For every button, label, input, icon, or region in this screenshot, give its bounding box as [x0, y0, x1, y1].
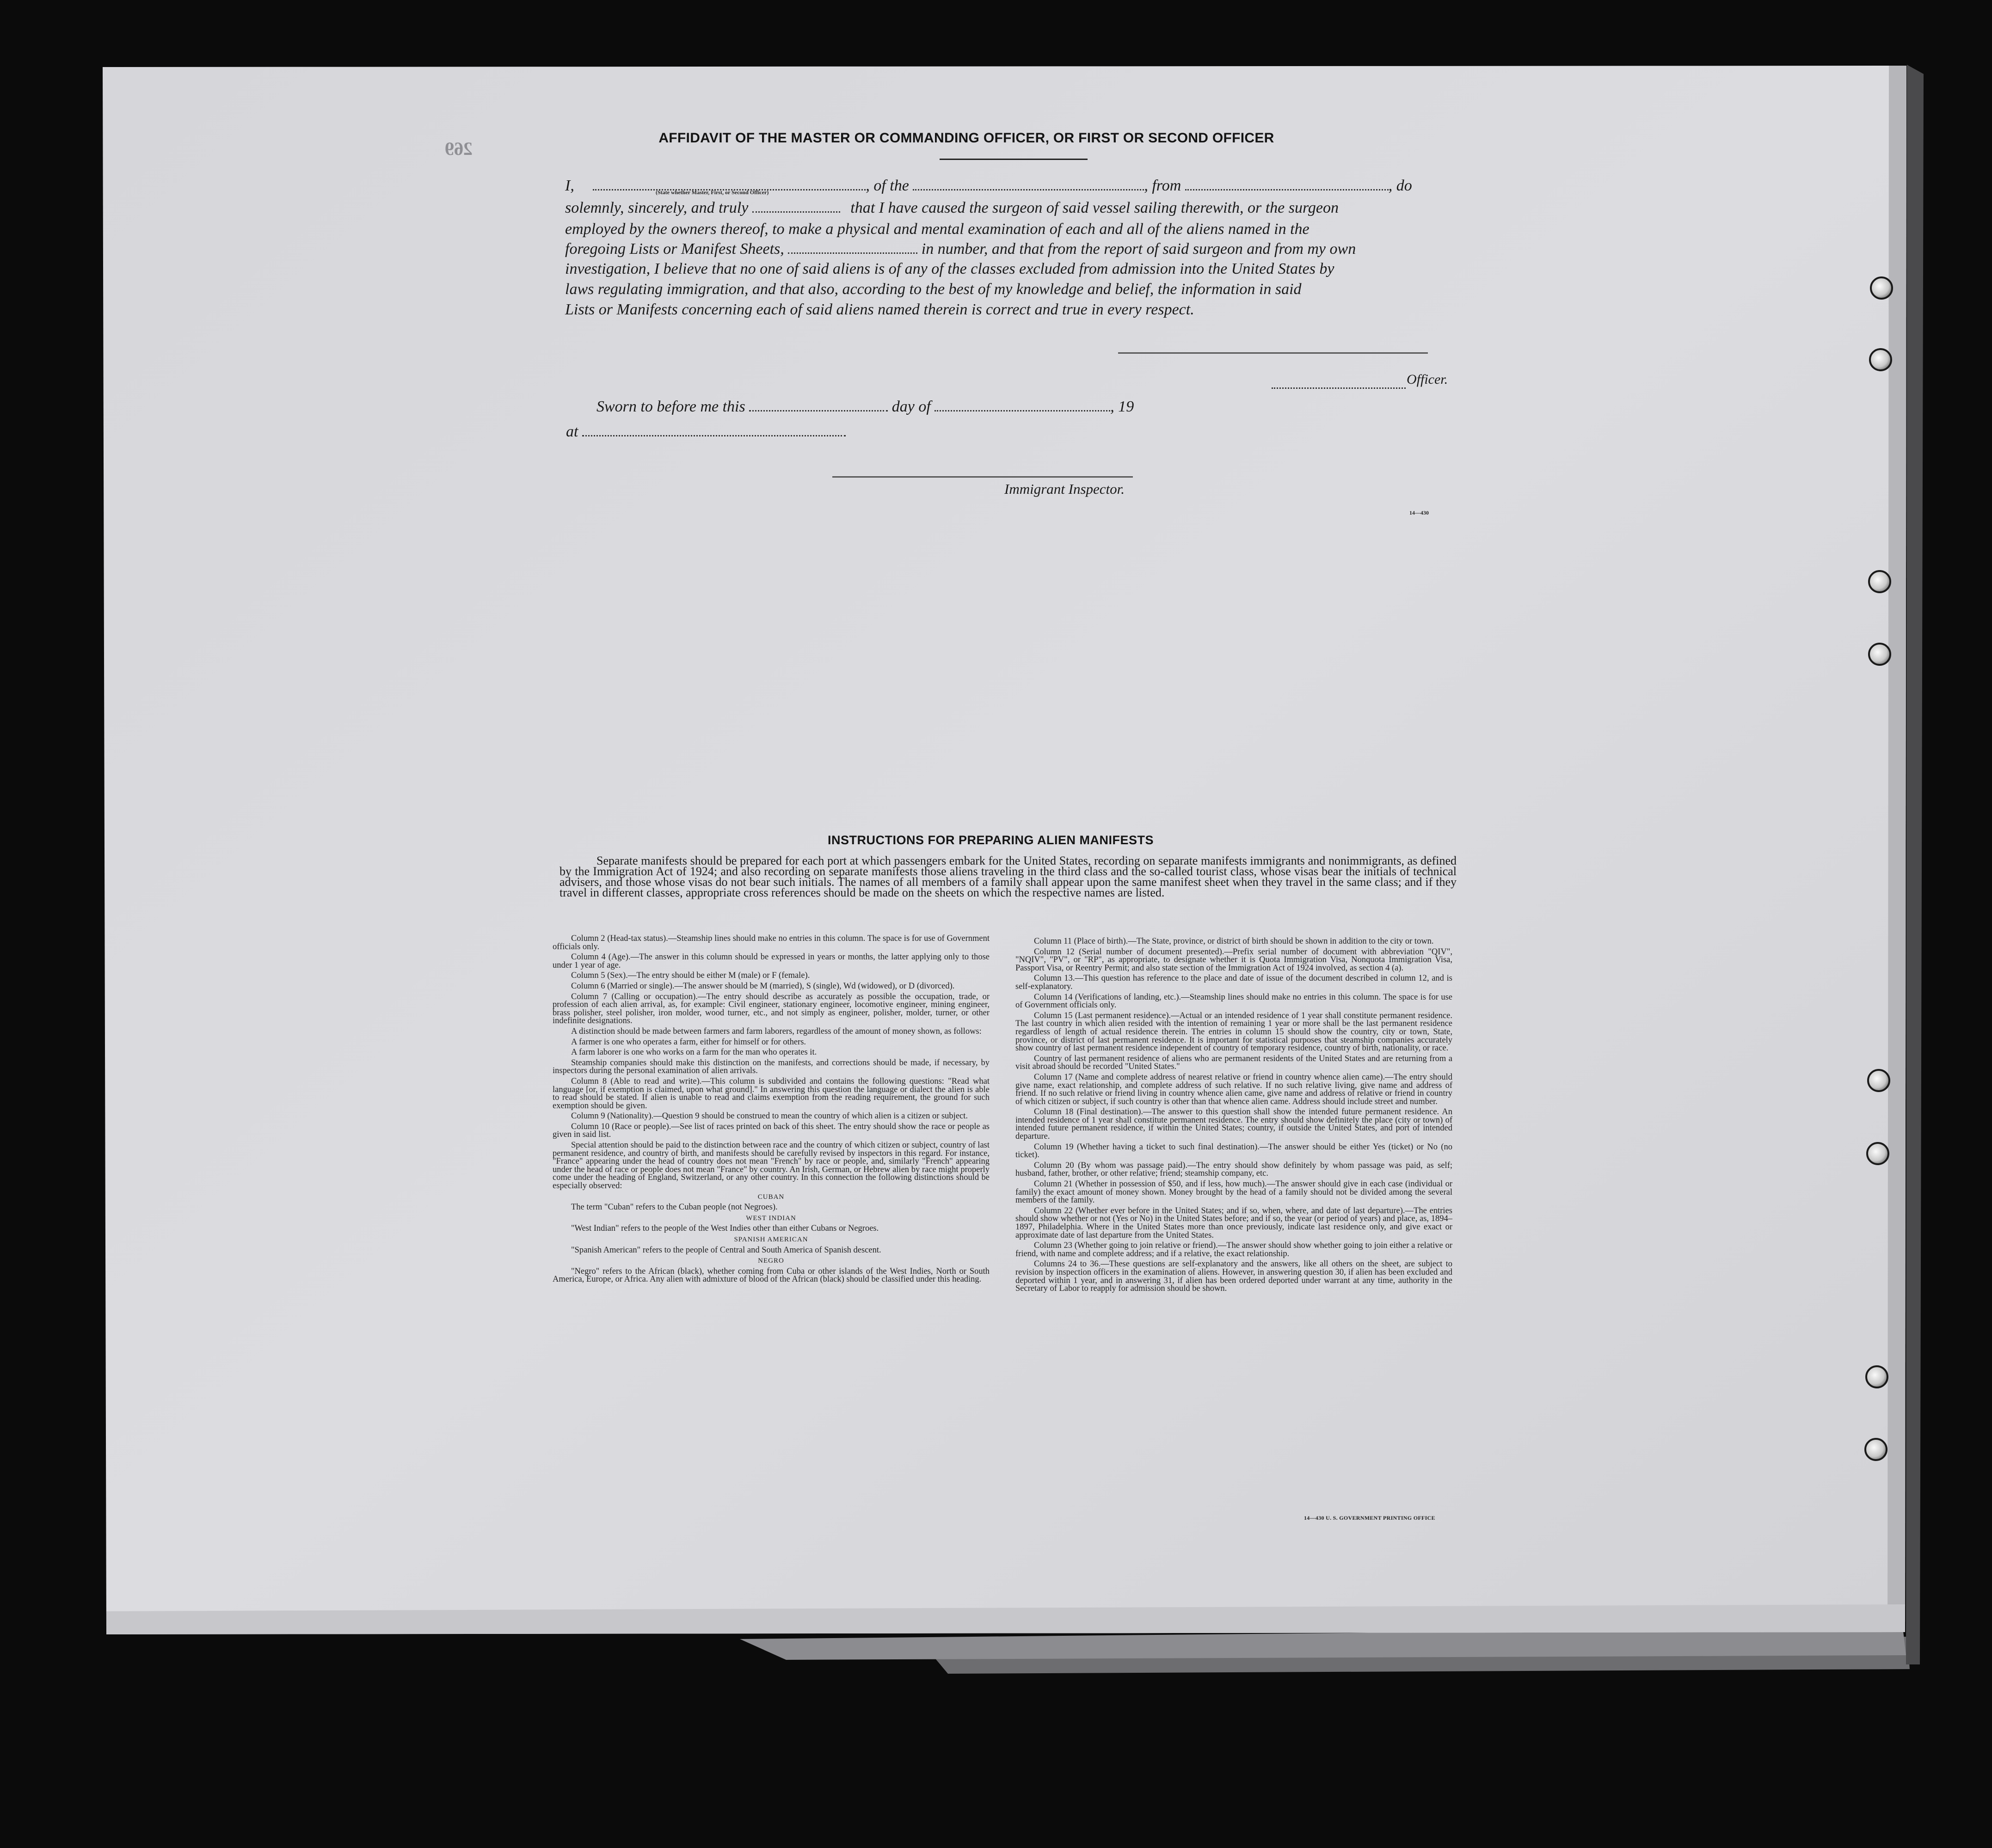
- punch-hole: [1866, 1142, 1889, 1165]
- race-definition: The term "Cuban" refers to the Cuban people (not Negroes).: [571, 1203, 778, 1212]
- affidavit-text: , from: [1144, 177, 1181, 194]
- instructions-intro: Separate manifests should be prepared for each port at which passengers embark for the United States, recording on separate manifests immigrants and nonimmigrants, as defined by the Immigration Act of 1924; and also recording on separate manifests those aliens traveling in the third class and the so-called tourist class, whose visas bear the initials of technical advisers, and those whose visas do not bear such initials. The names of all members of a family shall appear upon the same manifest sheet when they travel in the same class; and if they travel in different classes, appropriate cross references should be made on the sheets on which the respective names are listed.: [559, 854, 1457, 899]
- instruction-paragraph: A farm laborer is one who works on a farm for the man who operates it.: [571, 1048, 817, 1057]
- race-heading: NEGRO: [758, 1257, 784, 1265]
- form-number: 14—430: [1409, 510, 1429, 516]
- race-definition: "Negro" refers to the African (black), whether coming from Cuba or other islands of the West Indies, North or South America, Europe, or Africa. Any alien with admixture of blood of the African (black) should be classified under this heading.: [553, 1266, 990, 1284]
- affidavit-line-3: [565, 219, 1457, 239]
- blank-day: [749, 401, 888, 411]
- punch-hole: [1865, 1365, 1888, 1388]
- punch-hole: [1870, 276, 1893, 300]
- blank-port: [1185, 180, 1389, 190]
- affidavit-line-2: [565, 198, 1457, 218]
- affidavit-text: , of the: [866, 177, 909, 194]
- punch-hole: [1869, 348, 1892, 371]
- race-heading: SPANISH AMERICAN: [734, 1236, 808, 1243]
- instruction-paragraph: Column 19 (Whether having a ticket to such final destination).—The answer should be either Yes (ticket) or No (no ticket).: [1015, 1142, 1452, 1160]
- instruction-paragraph: Column 15 (Last permanent residence).—Actual or an intended residence of 1 year shall constitute permanent residence. The last country in which alien resided with the intention of remaining 1 year or more shall be the last permanent residence regardless of length of actual residence therein. The entries in column 15 should show the country, city or town, State, province, or district of last permanent residence. It is important for statistical purposes that steamship companies accurately show country of last permanent residence independent of country of temporary residence, country of birth, nationality, or race.: [1015, 1011, 1452, 1053]
- instruction-paragraph: Column 12 (Serial number of document presented).—Prefix serial number of document with abbreviation "QIV", "NQIV", "PV", or "RP", as appropriate, to designate whether it is Quota Immigration Visa, Nonquota Immigration Visa, Passport Visa, or Reentry Permit; and also state section of the Immigration Act of 1924 involved, as section 4 (a).: [1015, 947, 1452, 973]
- punch-hole: [1868, 643, 1891, 666]
- race-heading: CUBAN: [757, 1193, 785, 1201]
- at-line: [566, 422, 862, 442]
- race-definition: "West Indian" refers to the people of the West Indies other than either Cubans or Negroes.: [571, 1224, 879, 1234]
- instruction-paragraph: Column 22 (Whether ever before in the United States; and if so, when, where, and date of last departure).—The entries should show whether or not (Yes or No) in the United States before; and if so, the year (or period of years) and place, as, 1894–1897, Philadelphia. Where in the United States more than once previously, indicate last residence only, and give exact or approximate date of last departure from the United States.: [1015, 1206, 1452, 1240]
- blank-oath-type: [752, 202, 840, 213]
- affidavit-text: investigation, I believe that no one of said aliens is of any of the classes excluded from admission into the United States by: [565, 260, 1334, 277]
- affidavit-text: Sworn to before me this: [596, 398, 745, 415]
- instruction-paragraph: Columns 24 to 36.—These questions are self-explanatory and the answers, like all others on the sheet, are subject to revision by inspection officers in the examination of aliens. However, in answering question 30, if alien has been excluded and deported within 1 year, and in answering 31, if alien has been ordered deported under warrant at any time, authority in the Secretary of Labor to reapply for admission should be shown.: [1015, 1259, 1452, 1294]
- instruction-paragraph: Special attention should be paid to the distinction between race and the country of which citizen or subject, country of last permanent residence, and country of birth, and manifests should be carefully revised by inspectors in this regard. For instance, "France" appearing under the head of country does not mean "French" by race or people, and, similarly "French" appearing under the head of race or people does not mean "France" by country. An Irish, German, or Hebrew alien by race might properly come under the heading of England, Switzerland, or any other country. In this connection the following distinctions should be especially observed:: [553, 1141, 990, 1191]
- affidavit-text: employed by the owners thereof, to make a physical and mental examination of each and all of the aliens named in the: [565, 221, 1310, 238]
- affidavit-text: at: [566, 423, 578, 440]
- affidavit-title-rule: [940, 159, 1088, 160]
- instruction-paragraph: Column 10 (Race or people).—See list of races printed on back of this sheet. The entry should show the race or people as given in said list.: [553, 1122, 990, 1140]
- blank-vessel: [913, 180, 1144, 190]
- instruction-paragraph: Column 6 (Married or single).—The answer should be M (married), S (single), Wd (widowed), or D (divorced).: [571, 981, 955, 991]
- printing-office-footer: 14—430 U. S. GOVERNMENT PRINTING OFFICE: [1304, 1515, 1435, 1521]
- affidavit-line-5: [565, 259, 1457, 279]
- instruction-paragraph: Column 11 (Place of birth).—The State, province, or district of birth should be shown in addition to the city or town.: [1034, 937, 1434, 946]
- instructions-title: INSTRUCTIONS FOR PREPARING ALIEN MANIFESTS: [828, 833, 1154, 847]
- instruction-paragraph: A distinction should be made between farmers and farm laborers, regardless of the amount of money shown, as follows:: [571, 1026, 982, 1036]
- ghost-page-number: 269: [445, 138, 473, 159]
- affidavit-text: Lists or Manifests concerning each of said aliens named therein is correct and true in every respect.: [565, 301, 1194, 318]
- affidavit-officer-note: (State whether Master, First, or Second Officer): [656, 189, 769, 196]
- instruction-paragraph: Column 9 (Nationality).—Question 9 should be construed to mean the country of which alien is a citizen or subject.: [571, 1111, 968, 1121]
- instruction-paragraph: Column 21 (Whether in possession of $50, and if less, how much).—The answer should give in each case (individual or family) the exact amount of money shown. Money brought by the head of a family should not be divided among the several members of the family.: [1015, 1179, 1452, 1205]
- affidavit-title: AFFIDAVIT OF THE MASTER OR COMMANDING OFFICER, OR FIRST OR SECOND OFFICER: [658, 130, 1274, 146]
- instructions-right-column: [1015, 938, 1452, 1295]
- blank-sheet-count: [788, 243, 917, 254]
- sworn-line: [596, 397, 1198, 417]
- affidavit-text: I,: [565, 177, 574, 194]
- affidavit-text: laws regulating immigration, and that also, according to the best of my knowledge and belief, the information in said: [565, 281, 1302, 298]
- instruction-paragraph: Column 14 (Verifications of landing, etc.).—Steamship lines should make no entries in this column. The space is for use of Government officials only.: [1015, 992, 1452, 1010]
- punch-hole: [1868, 570, 1891, 593]
- affidavit-line-4: [565, 239, 1457, 259]
- instruction-paragraph: Column 2 (Head-tax status).—Steamship lines should make no entries in this column. The space is for use of Government officials only.: [553, 934, 990, 952]
- affidavit-text: , do: [1388, 177, 1412, 194]
- affidavit-text: that I have caused the surgeon of said vessel sailing therewith, or the surgeon: [850, 199, 1339, 216]
- instruction-paragraph: Column 20 (By whom was passage paid).—The entry should show definitely by whom passage was paid, as self; husband, father, brother, or other relative; friend; steamship company, etc.: [1015, 1160, 1452, 1179]
- instruction-paragraph: Column 7 (Calling or occupation).—The entry should describe as accurately as possible the occupation, trade, or profession of each alien arrival, as, for example: Civil engineer, stationary engineer, locomotive engineer, mining engineer, brass polisher, steel polisher, iron molder, wood turner, etc., and not simply as engineer, polisher, molder, turner, or other indefinite designations.: [553, 992, 990, 1026]
- instruction-paragraph: Column 23 (Whether going to join relative or friend).—The answer should show whether going to join either a relative or friend, with name and complete address; and if a relative, the exact relationship.: [1015, 1241, 1452, 1259]
- race-heading: WEST INDIAN: [746, 1214, 796, 1222]
- inspector-signature-line: [832, 476, 1133, 478]
- punch-hole: [1867, 1069, 1890, 1092]
- signature-line: [1118, 351, 1428, 354]
- instruction-paragraph: Column 18 (Final destination).—The answer to this question shall show the intended future permanent residence. An intended residence of 1 year shall constitute permanent residence. The entry should show definitely the place (city or town) of intended future permanent residence, if within the United States; country, if outside the United States, and port of intended departure.: [1015, 1107, 1452, 1142]
- affidavit-text: foregoing Lists or Manifest Sheets,: [565, 240, 784, 258]
- officer-line: [1272, 378, 1406, 389]
- instruction-paragraph: A farmer is one who operates a farm, either for himself or for others.: [571, 1037, 806, 1047]
- instruction-paragraph: Column 4 (Age).—The answer in this column should be expressed in years or months, the latter applying only to those under 1 year of age.: [553, 952, 990, 970]
- officer-label: Officer.: [1407, 372, 1448, 387]
- punch-hole: [1864, 1438, 1887, 1461]
- instruction-paragraph: Country of last permanent residence of aliens who are permanent residents of the United States and are returning from a visit abroad should be recorded "United States.": [1015, 1054, 1452, 1072]
- affidavit-text: solemnly, sincerely, and truly: [565, 199, 749, 216]
- race-definition: "Spanish American" refers to the people of Central and South America of Spanish descent.: [571, 1245, 881, 1255]
- affidavit-line-7: [565, 300, 1457, 320]
- instruction-paragraph: Column 5 (Sex).—The entry should be either M (male) or F (female).: [571, 971, 810, 981]
- affidavit-text: , 19: [1110, 398, 1134, 415]
- instruction-paragraph: Steamship companies should make this distinction on the manifests, and corrections should be made, if necessary, by inspectors during the personal examination of alien arrivals.: [553, 1058, 990, 1076]
- blank-place: [582, 426, 846, 436]
- affidavit-line-6: [565, 279, 1457, 300]
- blank-month: [935, 401, 1110, 411]
- instructions-left-column: [553, 935, 990, 1286]
- instruction-paragraph: Column 13.—This question has reference to the place and date of issue of the document described in column 12, and is self-explanatory.: [1015, 974, 1452, 991]
- inspector-label: Immigrant Inspector.: [1004, 481, 1125, 497]
- affidavit-text: day of: [891, 398, 931, 415]
- instruction-paragraph: Column 17 (Name and complete address of nearest relative or friend in country whence alien came).—The entry should give name, exact relationship, and complete address of such relative. If no such relative living, give name and address of friend. If no such relative or friend living in country whence alien came, give name and address of relative or friend in country of which citizen or subject, if such country is other than that whence alien came. Address should include street and number.: [1015, 1072, 1452, 1106]
- affidavit-text: in number, and that from the report of said surgeon and from my own: [921, 240, 1356, 258]
- instruction-paragraph: Column 8 (Able to read and write).—This column is subdivided and contains the following questions: "Read what language [or, if exemption is claimed, upon what ground]." In answering this question the language or dialect the alien is able to read should be stated. If alien is unable to read and claims exemption from the reading requirement, the ground for such exemption should be given.: [553, 1076, 990, 1111]
